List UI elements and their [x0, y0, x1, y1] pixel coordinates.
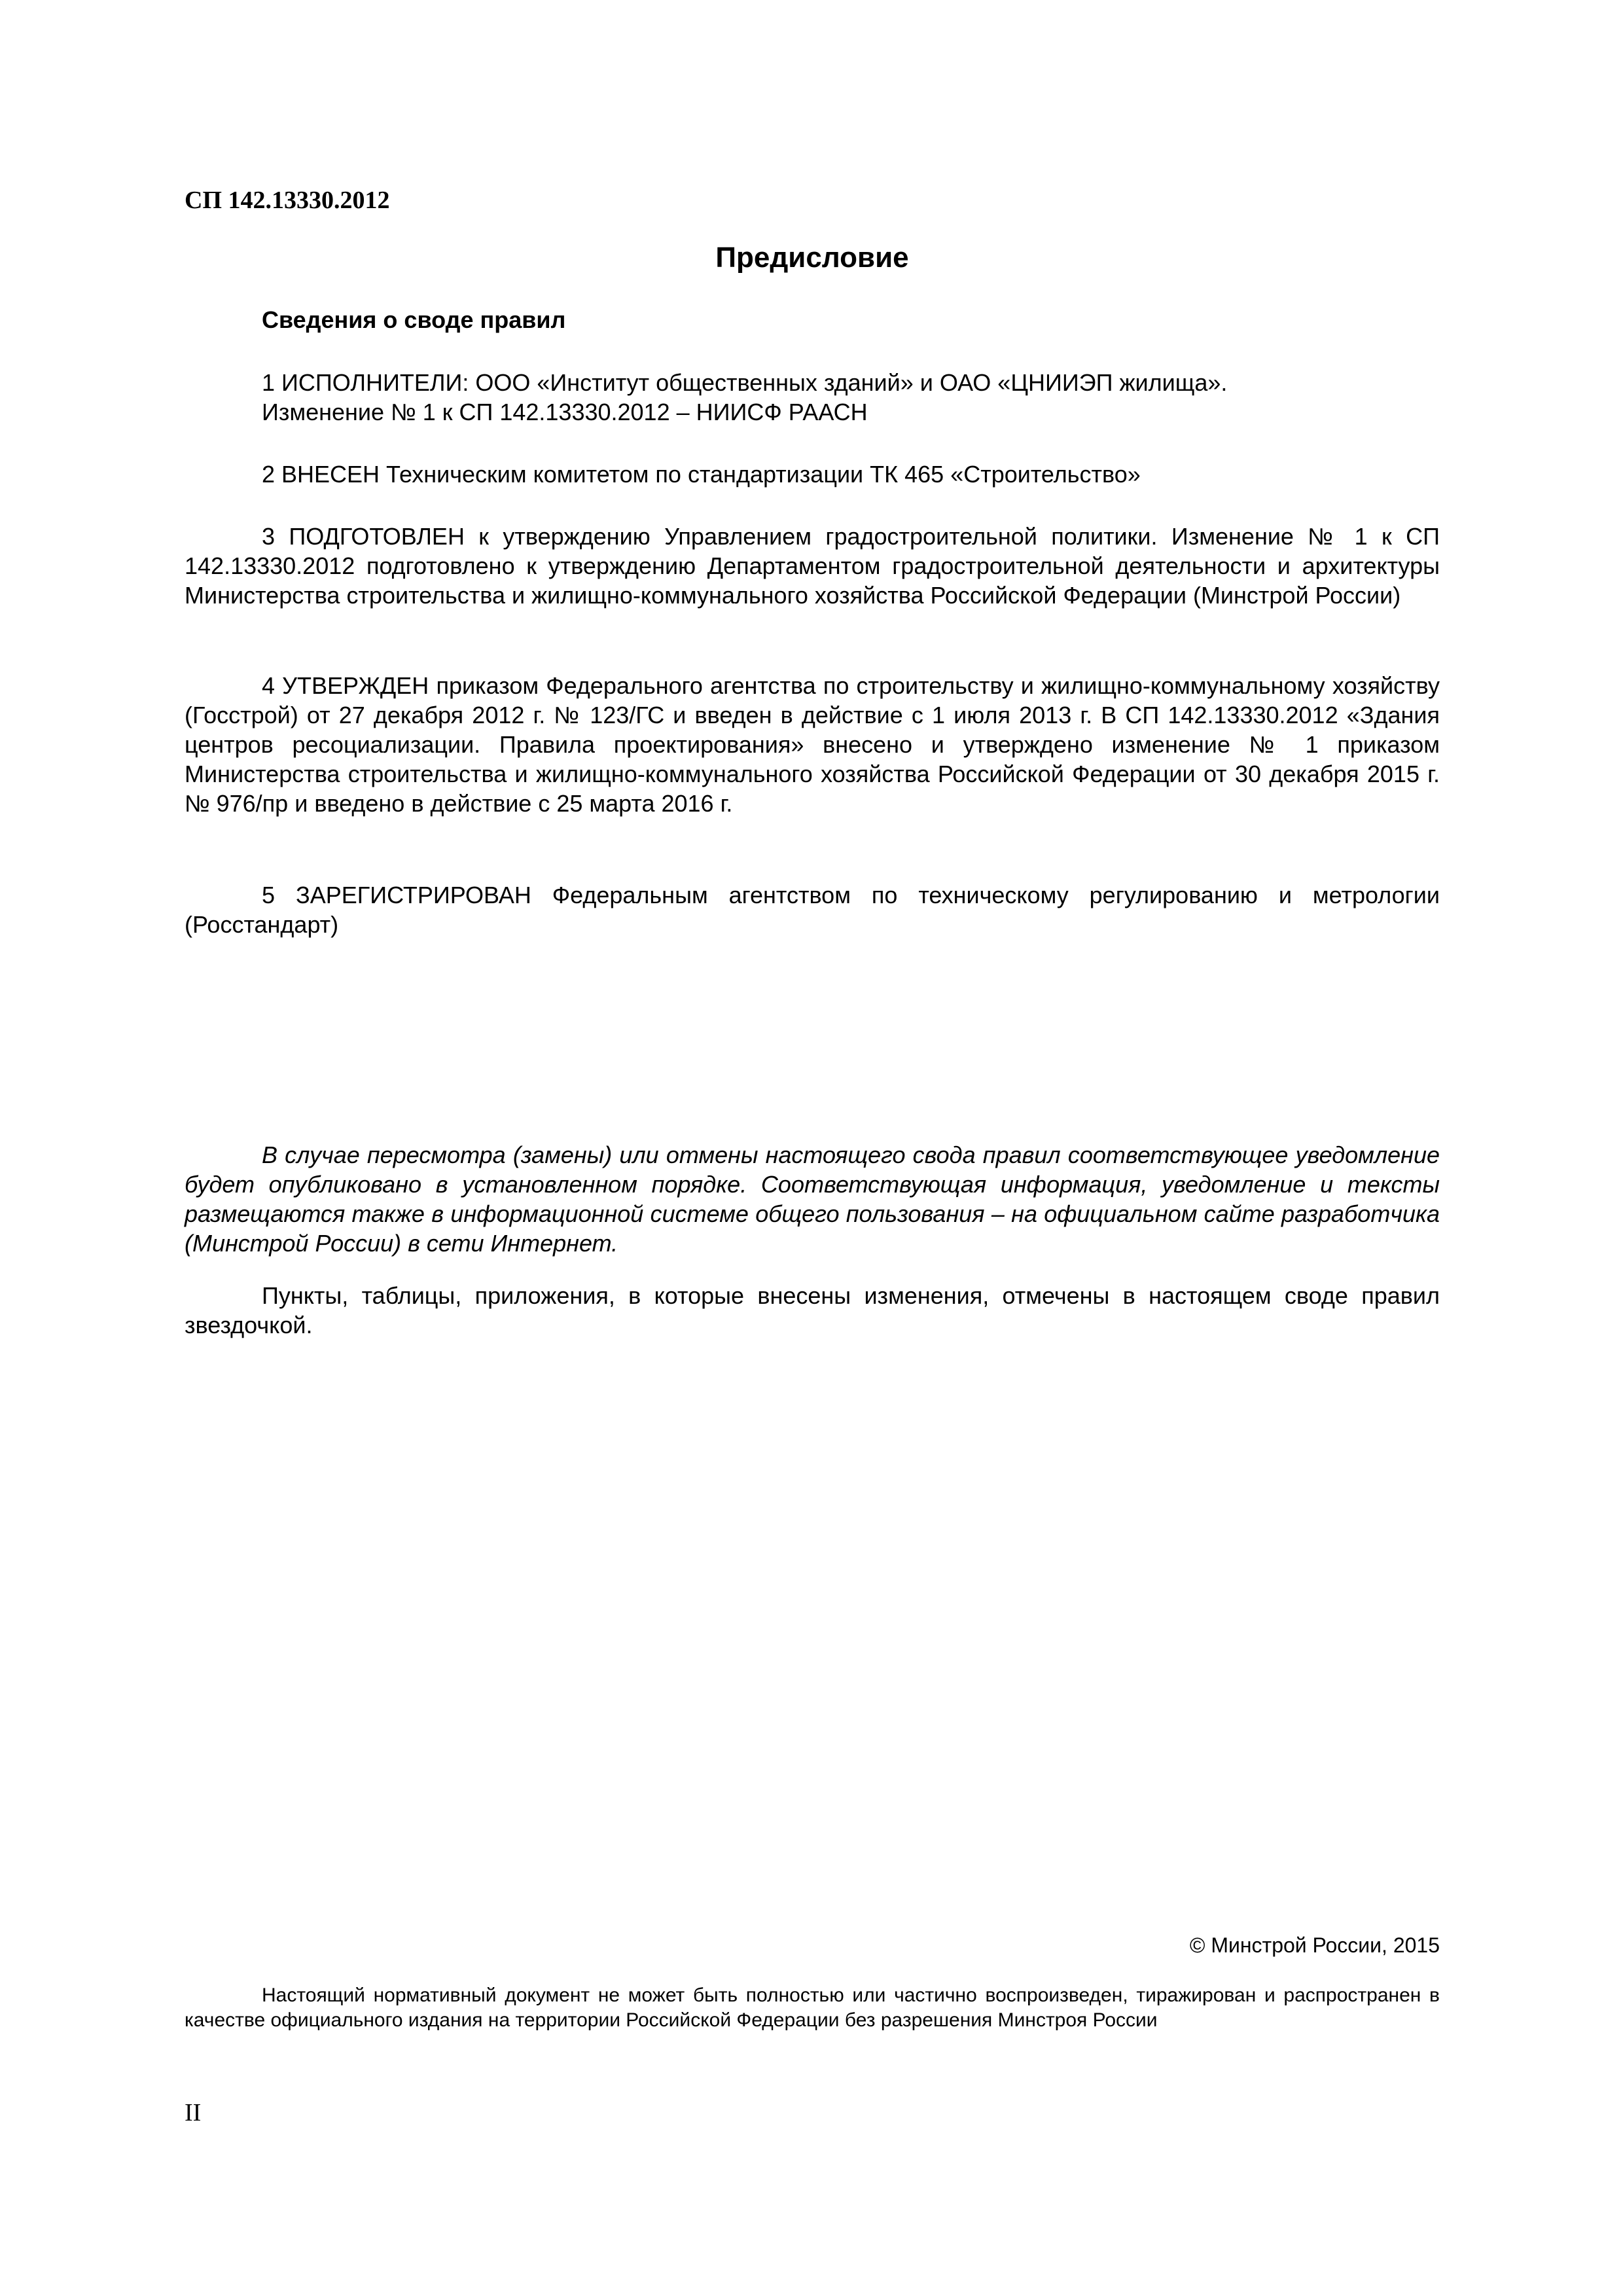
document-code: СП 142.13330.2012 — [185, 187, 390, 214]
item-introduced: 2 ВНЕСЕН Техническим комитетом по стандартизации ТК 465 «Строительство» — [262, 461, 1141, 488]
revision-notice: В случае пересмотра (замены) или отмены настоящего свода правил соответствующее уведомление будет опубликовано в установленном порядке. Соответствующая информация, уведомление и тексты размещаются также в информационной системе общего пользования – на официальном сайте разработчика (Минстрой России) в сети Интернет. — [185, 1141, 1440, 1257]
item-executors — [185, 368, 1440, 427]
item-registered: 5 ЗАРЕГИСТРИРОВАН Федеральным агентством по техническому регулированию и метрологии (Росстандарт) — [185, 882, 1440, 938]
item-executors-line2: Изменение № 1 к СП 142.13330.2012 – НИИСФ РААСН — [262, 399, 868, 425]
item-approved: 4 УТВЕРЖДЕН приказом Федерального агентства по строительству и жилищно-коммунальному хозяйству (Госстрой) от 27 декабря 2012 г. № 123/ГС и введен в действие с 1 июля 2013 г. В СП 142.13330.2012 «Здания центров ресоциализации. Правила проектирования» внесено и утверждено изменение № 1 приказом Министерства строительства и жилищно-коммунального хозяйства Российской Федерации от 30 декабря 2015 г. № 976/пр и введено в действие с 25 марта 2016 г. — [185, 672, 1440, 817]
copyright-notice: © Минстрой России, 2015 — [1189, 1933, 1440, 1957]
changes-note: Пункты, таблицы, приложения, в которые внесены изменения, отмечены в настоящем своде правил звездочкой. — [185, 1282, 1440, 1338]
legal-disclaimer: Настоящий нормативный документ не может быть полностью или частично воспроизведен, тиражирован и распространен в качестве официального издания на территории Российской Федерации без разрешения Минстроя России — [185, 1984, 1440, 2031]
page-title: Предисловие — [715, 242, 909, 274]
item-prepared: 3 ПОДГОТОВЛЕН к утверждению Управлением градостроительной политики. Изменение № 1 к СП 142.13330.2012 подготовлено к утверждению Департаментом градостроительной деятельности и архитектуры Министерства строительства и жилищно-коммунального хозяйства Российской Федерации (Минстрой России) — [185, 523, 1440, 609]
item-executors-line1: 1 ИСПОЛНИТЕЛИ: ООО «Институт общественных зданий» и ОАО «ЦНИИЭП жилища». — [262, 369, 1228, 396]
page-number: II — [185, 2099, 202, 2126]
section-subheading: Сведения о своде правил — [262, 306, 566, 333]
